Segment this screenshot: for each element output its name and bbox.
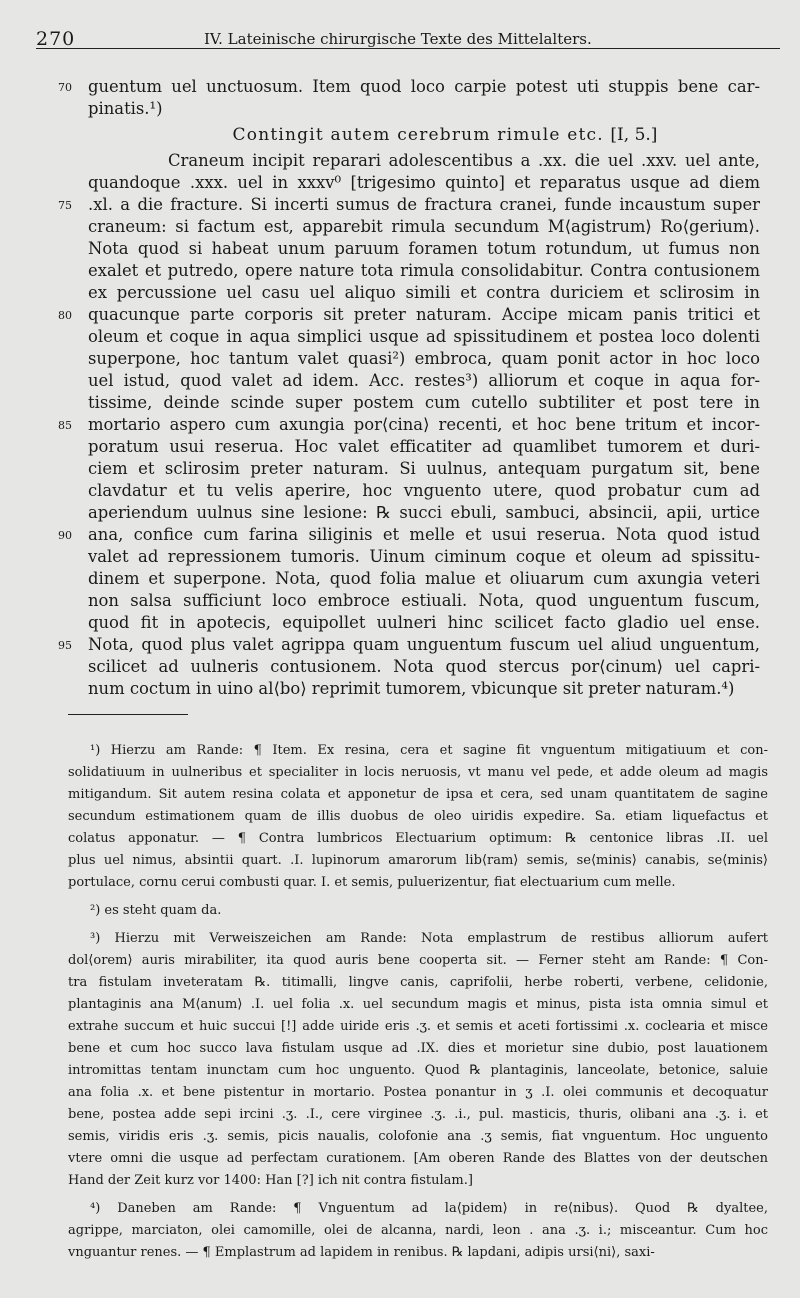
footnote-line: colatus apponatur. — ¶ Contra lumbricos Electuarium optimum: ℞ centonice libras .II. uel [68,831,768,846]
footnote-line: intromittas tentam inunctam cum hoc unguento. Quod ℞ plantaginis, lanceolate, betonice, saluie [68,1063,768,1078]
text-line [60,216,770,238]
line-text: .xl. a die fracture. Si incerti sumus de fractura cranei, funde incaustum super [88,195,760,214]
line-number: 85 [58,419,72,432]
footnote-line: extrahe succum et huic succui [!] adde uiride eris .ʒ. et semis et aceti fortissimi .x. coclearia et misce [68,1019,768,1034]
footnote-line: ana folia .x. et bene pistentur in mortario. Postea ponantur in ʒ .I. olei communis et decoquatur [68,1085,768,1100]
text-line [60,392,770,414]
footnote-line: ¹) Hierzu am Rande: ¶ Item. Ex resina, cera et sagine fit vnguentum mitigatiuum et con- [90,743,768,758]
text-line [60,326,770,348]
line-number: 75 [58,199,72,212]
text-line [60,282,770,304]
line-text: ana, confice cum farina siliginis et melle et usui reserua. Nota quod istud [88,525,760,544]
text-line [60,172,770,194]
text-line [60,98,770,120]
text-line [60,612,770,634]
footnote-line: dol⟨orem⟩ auris mirabiliter, ita quod auris bene cooperta sit. — Ferner steht am Rande: ¶ Con- [68,953,768,968]
line-text: tissime, deinde scinde super postem cum cutello subtiliter et post tere in [88,393,760,412]
line-text: craneum: si factum est, apparebit rimula secundum M⟨agistrum⟩ Ro⟨gerium⟩. [88,217,760,236]
footnote [68,1198,768,1264]
running-title: IV. Lateinische chirurgische Texte des Mittelalters. [204,30,592,48]
text-line [60,502,770,524]
text-line [60,678,770,700]
text-line [60,370,770,392]
footnote-line: vtere omni die usque ad perfectam curationem. [Am oberen Rande des Blattes von der deutschen [68,1151,768,1166]
heading-text: Contingit autem cerebrum rimule etc. [232,125,604,145]
footnote-line: vnguantur renes. — ¶ Emplastrum ad lapidem in renibus. ℞ lapdani, adipis ursi⟨ni⟩, saxi- [68,1245,655,1260]
text-block-body [60,150,770,700]
footnote-line: bene, postea adde sepi ircini .ʒ. .I., cere virginee .ʒ. .i., pul. masticis, thuris, olibani ana .ʒ. i. et [68,1107,768,1122]
line-number: 90 [58,529,72,542]
line-text: Nota quod si habeat unum paruum foramen totum rotundum, ut fumus non [88,239,760,258]
line-text: aperiendum uulnus sine lesione: ℞ succi ebuli, sambuci, absincii, apii, urtice [88,503,760,522]
line-text: mortario aspero cum axungia por⟨cina⟩ recenti, et hoc bene tritum et incor- [88,415,760,434]
line-text: num coctum in uino al⟨bo⟩ reprimit tumorem, vbicunque sit preter naturam.⁴) [88,679,735,698]
footnote-line: ²) es steht quam da. [90,903,222,918]
line-text: pinatis.¹) [88,99,163,118]
text-line [60,436,770,458]
line-text: Craneum incipit reparari adolescentibus a .xx. die uel .xxv. uel ante, [168,151,760,170]
footnote-line: plantaginis ana M⟨anum⟩ .I. uel folia .x. uel secundum magis et minus, pista ista omnia simul et [68,997,768,1012]
footnote-line: Hand der Zeit kurz vor 1400: Han [?] ich nit contra fistulam.] [68,1173,473,1188]
text-line [60,238,770,260]
text-line [60,304,770,326]
line-number: 95 [58,639,72,652]
line-text: clavdatur et tu velis aperire, hoc vnguento utere, quod probatur cum ad [88,481,760,500]
section-heading [60,120,770,150]
text-line [60,414,770,436]
page-header [36,22,780,49]
line-text: oleum et coque in aqua simplici usque ad spissitudinem et postea loco dolenti [88,327,760,346]
text-line [60,568,770,590]
footnote-line: secundum estimationem quam de illis duobus de oleo uiridis expedire. Sa. etiam liquefactus et [68,809,768,824]
footnote-line: agrippe, marciaton, olei camomille, olei de alcanna, nardi, leon . ana .ʒ. i.; misceantur. Cum hoc [68,1223,768,1238]
line-text: superpone, hoc tantum valet quasi²) embroca, quam ponit actor in hoc loco [88,349,760,368]
text-line [60,194,770,216]
text-line [60,150,770,172]
page-number: 270 [36,28,76,50]
text-line [60,546,770,568]
line-text: valet ad repressionem tumoris. Uinum ciminum coque et oleum ad spissitu- [88,547,760,566]
line-text: quandoque .xxx. uel in xxxv⁰ [trigesimo quinto] et reparatus usque ad diem [88,173,760,192]
text-line [60,524,770,546]
main-text [60,76,770,700]
footnote-line: ⁴) Daneben am Rande: ¶ Vnguentum ad la⟨pidem⟩ in re⟨nibus⟩. Quod ℞ dyaltee, [90,1201,768,1216]
line-number: 80 [58,309,72,322]
heading-reference: [I, 5.] [610,125,658,145]
line-text: quacunque parte corporis sit preter naturam. Accipe micam panis tritici et [88,305,760,324]
text-block-opening [60,76,770,120]
footnote-line: semis, viridis eris .ʒ. semis, picis naualis, colofonie ana .ʒ semis, fiat vnguentum. Hoc unguento [68,1129,768,1144]
footnote-line: solidatiuum in uulneribus et specialiter in locis neruosis, vt manu vel pede, et adde oleum ad magis [68,765,768,780]
line-text: ex percussione uel casu uel aliquo simili et contra duriciem et sclirosim in [88,283,760,302]
line-text: scilicet ad uulneris contusionem. Nota quod stercus por⟨cinum⟩ uel capri- [88,657,760,676]
line-text: poratum usui reserua. Hoc valet efficatiter ad quamlibet tumorem et duri- [88,437,760,456]
footnote-rule [68,714,188,715]
text-line [60,634,770,656]
line-text: quod fit in apotecis, equipollet uulneri hinc scilicet facto gladio uel ense. [88,613,760,632]
text-line [60,656,770,678]
text-line [60,348,770,370]
text-line [60,458,770,480]
line-number: 70 [58,81,72,94]
line-text: dinem et superpone. Nota, quod folia malue et oliuarum cum axungia veteri [88,569,760,588]
footnote-line: ³) Hierzu mit Verweiszeichen am Rande: Nota emplastrum de restibus alliorum aufert [90,931,768,946]
line-text: ciem et sclirosim preter naturam. Si uulnus, antequam purgatum sit, bene [88,459,760,478]
line-text: uel istud, quod valet ad idem. Acc. restes³) alliorum et coque in aqua for- [88,371,760,390]
footnote-line: bene et cum hoc succo lava fistulam usque ad .IX. dies et morietur sine dubio, post lauationem [68,1041,768,1056]
text-line [60,590,770,612]
text-line [60,260,770,282]
footnote-line: mitigandum. Sit autem resina colata et apponetur de ipsa et cera, sed unam quantitatem de sagine [68,787,768,802]
text-line [60,480,770,502]
line-text: guentum uel unctuosum. Item quod loco carpie potest uti stuppis bene car- [88,77,760,96]
footnotes [68,740,768,1270]
footnote-line: plus uel nimus, absintii quart. .I. lupinorum amarorum lib⟨ram⟩ semis, se⟨minis⟩ canabis, se⟨minis⟩ [68,853,768,868]
text-line [60,76,770,98]
line-text: exalet et putredo, opere nature tota rimula consolidabitur. Contra contusionem [88,261,760,280]
footnote-line: tra fistulam inveteratam ℞. titimalli, lingve canis, caprifolii, herbe roberti, verbene, celidonie, [68,975,768,990]
footnote [68,900,768,922]
footnote [68,928,768,1192]
footnote-line: portulace, cornu cerui combusti quar. I. et semis, puluerizentur, fiat electuarium cum melle. [68,875,676,890]
line-text: non salsa sufficiunt loco embroce estiuali. Nota, quod unguentum fuscum, [88,591,760,610]
line-text: Nota, quod plus valet agrippa quam unguentum fuscum uel aliud unguentum, [88,635,760,654]
footnote [68,740,768,894]
